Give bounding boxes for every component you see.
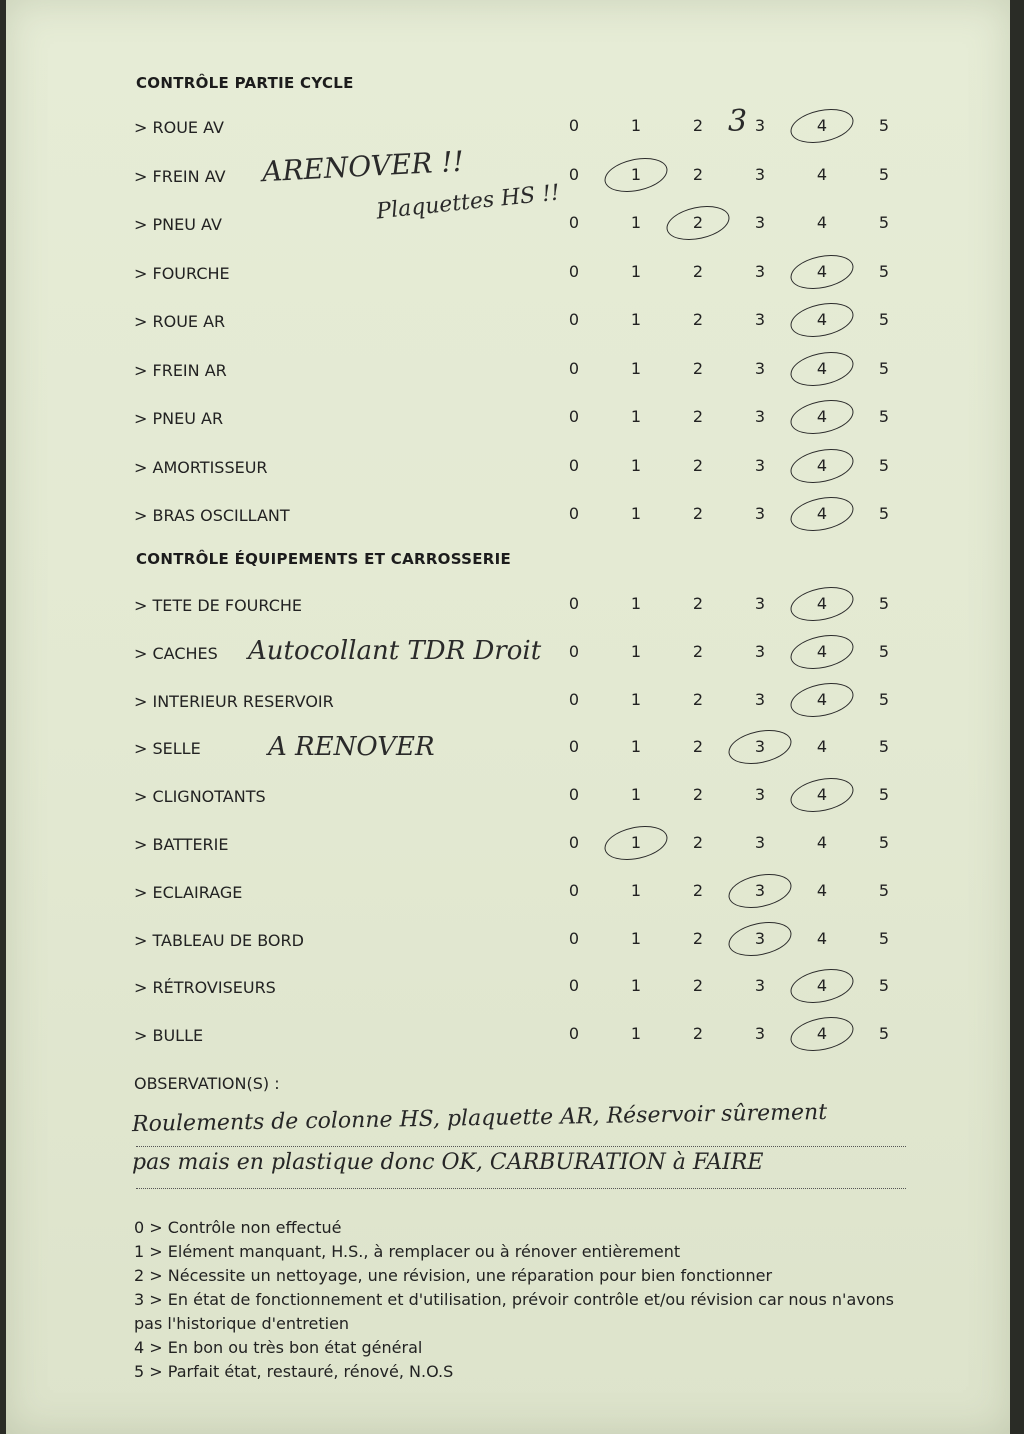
legend-item: 4 > En bon ou très bon état général — [134, 1338, 423, 1357]
checklist-row — [6, 879, 1010, 909]
score-option[interactable]: 5 — [878, 116, 890, 135]
score-option[interactable]: 3 — [754, 928, 766, 948]
score-option[interactable]: 0 — [568, 785, 580, 805]
observations-title: OBSERVATION(S) : — [134, 1074, 280, 1093]
score-option[interactable]: 3 — [754, 737, 766, 757]
score-option[interactable]: 4 — [816, 116, 828, 135]
score-option[interactable]: 2 — [692, 976, 704, 996]
score-option[interactable]: 3 — [754, 116, 766, 135]
checklist-row — [6, 454, 1010, 484]
selected-score-circle — [787, 492, 856, 537]
checklist-item-label: > ROUE AR — [134, 312, 226, 331]
checklist-row — [6, 927, 1010, 957]
score-option[interactable]: 4 — [816, 407, 828, 426]
score-option[interactable]: 4 — [816, 261, 828, 281]
score-option[interactable]: 3 — [754, 594, 766, 613]
selected-score-circle — [601, 152, 670, 197]
score-option[interactable]: 2 — [692, 213, 704, 232]
score-option[interactable]: 4 — [816, 689, 828, 709]
score-option[interactable]: 5 — [878, 310, 890, 329]
score-option[interactable]: 4 — [816, 976, 828, 996]
score-option[interactable]: 2 — [692, 261, 704, 281]
score-option[interactable]: 5 — [878, 880, 890, 900]
score-option[interactable]: 5 — [878, 358, 890, 378]
selected-score-circle — [725, 725, 794, 770]
checklist-row — [6, 1022, 1010, 1052]
score-option[interactable]: 4 — [816, 455, 828, 475]
checklist-row — [6, 502, 1010, 532]
checklist-item-label: > AMORTISSEUR — [134, 457, 268, 477]
handwritten-note-frein-av: ARENOVER !! — [261, 144, 465, 189]
score-option[interactable]: 1 — [630, 261, 642, 281]
score-option[interactable]: 0 — [568, 116, 580, 135]
score-option[interactable]: 2 — [692, 928, 704, 948]
legend-item: 1 > Elément manquant, H.S., à remplacer ou à rénover entièrement — [134, 1242, 681, 1261]
score-option[interactable]: 1 — [630, 455, 642, 475]
score-option[interactable]: 3 — [754, 976, 766, 996]
score-option[interactable]: 0 — [568, 737, 580, 757]
score-option[interactable]: 5 — [878, 504, 890, 523]
score-option[interactable]: 0 — [568, 880, 580, 900]
score-option[interactable]: 5 — [878, 785, 890, 805]
checklist-item-label: > RÉTROVISEURS — [134, 978, 276, 998]
score-option[interactable]: 5 — [878, 689, 890, 709]
selected-score-circle — [787, 443, 856, 488]
score-option[interactable]: 0 — [568, 455, 580, 475]
score-option[interactable]: 1 — [630, 164, 642, 184]
score-option[interactable]: 4 — [816, 737, 828, 757]
score-option[interactable]: 2 — [692, 689, 704, 709]
checklist-item-label: > SELLE — [134, 739, 201, 759]
score-option[interactable]: 3 — [754, 310, 766, 329]
score-option[interactable]: 4 — [816, 880, 828, 900]
handwritten-note-caches: Autocollant TDR Droit — [248, 636, 542, 666]
score-option[interactable]: 5 — [878, 261, 890, 281]
score-option[interactable]: 5 — [878, 455, 890, 475]
selected-score-circle — [787, 677, 856, 722]
selected-score-circle — [601, 821, 670, 866]
score-option[interactable]: 0 — [568, 976, 580, 996]
score-option[interactable]: 1 — [630, 1024, 642, 1044]
score-option[interactable]: 3 — [754, 785, 766, 805]
checklist-row — [6, 211, 1010, 241]
checklist-item-label: > BRAS OSCILLANT — [134, 506, 290, 525]
inspection-sheet — [6, 0, 1010, 1434]
score-option[interactable]: 0 — [568, 213, 580, 232]
score-option[interactable]: 4 — [816, 164, 828, 184]
score-option[interactable]: 1 — [630, 310, 642, 329]
score-option[interactable]: 2 — [692, 737, 704, 757]
score-option[interactable]: 1 — [630, 928, 642, 948]
selected-score-circle — [787, 104, 856, 149]
score-option[interactable]: 0 — [568, 689, 580, 709]
score-option[interactable]: 2 — [692, 1024, 704, 1044]
checklist-item-label: > CLIGNOTANTS — [134, 787, 266, 807]
score-option[interactable]: 0 — [568, 164, 580, 184]
score-option[interactable]: 2 — [692, 164, 704, 184]
score-option[interactable]: 3 — [754, 261, 766, 281]
selected-score-circle — [787, 773, 856, 818]
score-option[interactable]: 3 — [754, 880, 766, 900]
handwritten-note-selle: A RENOVER — [268, 732, 435, 762]
score-option[interactable]: 4 — [816, 213, 828, 232]
checklist-row — [6, 592, 1010, 622]
score-option[interactable]: 1 — [630, 213, 642, 232]
score-option[interactable]: 0 — [568, 261, 580, 281]
selected-score-circle — [787, 346, 856, 391]
handwritten-note-plaquettes: Plaquettes HS !! — [375, 180, 561, 225]
section-title-equipment: CONTRÔLE ÉQUIPEMENTS ET CARROSSERIE — [136, 550, 512, 568]
score-option[interactable]: 5 — [878, 976, 890, 996]
selected-score-circle — [787, 395, 856, 440]
score-option[interactable]: 0 — [568, 641, 580, 661]
checklist-item-label: > ROUE AV — [134, 118, 224, 137]
score-option[interactable]: 3 — [754, 213, 766, 232]
score-option[interactable]: 1 — [630, 785, 642, 805]
score-option[interactable]: 3 — [754, 1024, 766, 1044]
selected-score-circle — [787, 582, 856, 627]
score-option[interactable]: 3 — [754, 504, 766, 523]
score-option[interactable]: 4 — [816, 928, 828, 948]
score-option[interactable]: 3 — [754, 833, 766, 852]
score-option[interactable]: 2 — [692, 407, 704, 426]
checklist-row — [6, 114, 1010, 144]
score-option[interactable]: 3 — [754, 407, 766, 426]
score-option[interactable]: 1 — [630, 641, 642, 661]
checklist-item-label: > FREIN AR — [134, 360, 227, 380]
score-option[interactable]: 3 — [754, 358, 766, 378]
score-option[interactable]: 5 — [878, 594, 890, 613]
checklist-item-label: > FREIN AV — [134, 166, 226, 186]
score-option[interactable]: 4 — [816, 594, 828, 613]
score-option[interactable]: 4 — [816, 358, 828, 378]
checklist-row — [6, 357, 1010, 387]
score-option[interactable]: 5 — [878, 213, 890, 232]
legend-item: 3 > En état de fonctionnement et d'utilisation, prévoir contrôle et/ou révision car nous n'avons pas l'historique d'entretien — [134, 1290, 894, 1333]
legend-item: 5 > Parfait état, restauré, rénové, N.O.S — [134, 1362, 454, 1381]
score-option[interactable]: 3 — [754, 455, 766, 475]
score-option[interactable]: 1 — [630, 976, 642, 996]
score-option[interactable]: 5 — [878, 737, 890, 757]
legend-item: 2 > Nécessite un nettoyage, une révision, une réparation pour bien fonctionner — [134, 1266, 773, 1285]
selected-score-circle — [725, 868, 794, 913]
selected-score-circle — [787, 964, 856, 1009]
score-option[interactable]: 5 — [878, 164, 890, 184]
score-option[interactable]: 2 — [692, 358, 704, 378]
selected-score-circle — [725, 916, 794, 961]
score-option[interactable]: 1 — [630, 833, 642, 852]
score-option[interactable]: 0 — [568, 833, 580, 852]
score-option[interactable]: 4 — [816, 310, 828, 329]
checklist-row — [6, 260, 1010, 290]
checklist-item-label: > ECLAIRAGE — [134, 882, 243, 902]
section-title-cycle: CONTRÔLE PARTIE CYCLE — [136, 74, 354, 92]
checklist-row — [6, 735, 1010, 765]
checklist-item-label: > CACHES — [134, 643, 218, 663]
score-option[interactable]: 3 — [754, 164, 766, 184]
score-option[interactable]: 5 — [878, 928, 890, 948]
checklist-item-label: > TABLEAU DE BORD — [134, 930, 304, 950]
score-option[interactable]: 1 — [630, 880, 642, 900]
checklist-item-label: > BULLE — [134, 1026, 204, 1046]
score-option[interactable]: 3 — [754, 689, 766, 709]
observation-text-2: pas mais en plastique donc OK, CARBURATION à FAIRE — [132, 1150, 764, 1175]
legend-item: 0 > Contrôle non effectué — [134, 1218, 342, 1237]
score-option[interactable]: 1 — [630, 594, 642, 613]
score-option[interactable]: 5 — [878, 1024, 890, 1044]
score-option[interactable]: 0 — [568, 504, 580, 523]
score-option[interactable]: 2 — [692, 455, 704, 475]
checklist-item-label: > BATTERIE — [134, 835, 229, 854]
score-option[interactable]: 1 — [630, 358, 642, 378]
selected-score-circle — [787, 298, 856, 343]
score-option[interactable]: 0 — [568, 1024, 580, 1044]
score-legend — [134, 1216, 914, 1384]
score-option[interactable]: 0 — [568, 358, 580, 378]
score-option[interactable]: 0 — [568, 407, 580, 426]
selected-score-circle — [787, 1012, 856, 1057]
selected-score-circle — [663, 201, 732, 246]
checklist-item-label: > PNEU AR — [134, 409, 224, 428]
observation-text-1: Roulements de colonne HS, plaquette AR, Réservoir sûrement — [131, 1099, 828, 1138]
selected-score-circle — [787, 629, 856, 674]
checklist-row — [6, 308, 1010, 338]
score-option[interactable]: 2 — [692, 310, 704, 329]
checklist-row — [6, 405, 1010, 435]
score-option[interactable]: 1 — [630, 407, 642, 426]
score-option[interactable]: 5 — [878, 407, 890, 426]
checklist-item-label: > INTERIEUR RESERVOIR — [134, 691, 334, 711]
score-option[interactable]: 0 — [568, 928, 580, 948]
score-option[interactable]: 2 — [692, 504, 704, 523]
score-option[interactable]: 5 — [878, 833, 890, 852]
score-option[interactable]: 0 — [568, 310, 580, 329]
checklist-item-label: > FOURCHE — [134, 263, 230, 283]
score-option[interactable]: 4 — [816, 833, 828, 852]
score-option[interactable]: 3 — [754, 641, 766, 661]
selected-score-circle — [787, 249, 856, 294]
score-option[interactable]: 2 — [692, 116, 704, 135]
checklist-row — [6, 831, 1010, 861]
checklist-item-label: > PNEU AV — [134, 215, 222, 234]
score-option[interactable]: 2 — [692, 641, 704, 661]
checklist-item-label: > TETE DE FOURCHE — [134, 596, 302, 615]
score-option[interactable]: 2 — [692, 833, 704, 852]
score-option[interactable]: 4 — [816, 641, 828, 661]
handwritten-score-roue-av: 3 — [728, 104, 748, 139]
score-option[interactable]: 4 — [816, 504, 828, 523]
checklist-row — [6, 688, 1010, 718]
score-option[interactable]: 5 — [878, 641, 890, 661]
score-option[interactable]: 0 — [568, 594, 580, 613]
score-option[interactable]: 4 — [816, 785, 828, 805]
score-option[interactable]: 2 — [692, 785, 704, 805]
score-option[interactable]: 2 — [692, 880, 704, 900]
score-option[interactable]: 1 — [630, 689, 642, 709]
checklist-row — [6, 783, 1010, 813]
score-option[interactable]: 1 — [630, 116, 642, 135]
score-option[interactable]: 4 — [816, 1024, 828, 1044]
score-option[interactable]: 1 — [630, 737, 642, 757]
checklist-row — [6, 974, 1010, 1004]
score-option[interactable]: 2 — [692, 594, 704, 613]
score-option[interactable]: 1 — [630, 504, 642, 523]
